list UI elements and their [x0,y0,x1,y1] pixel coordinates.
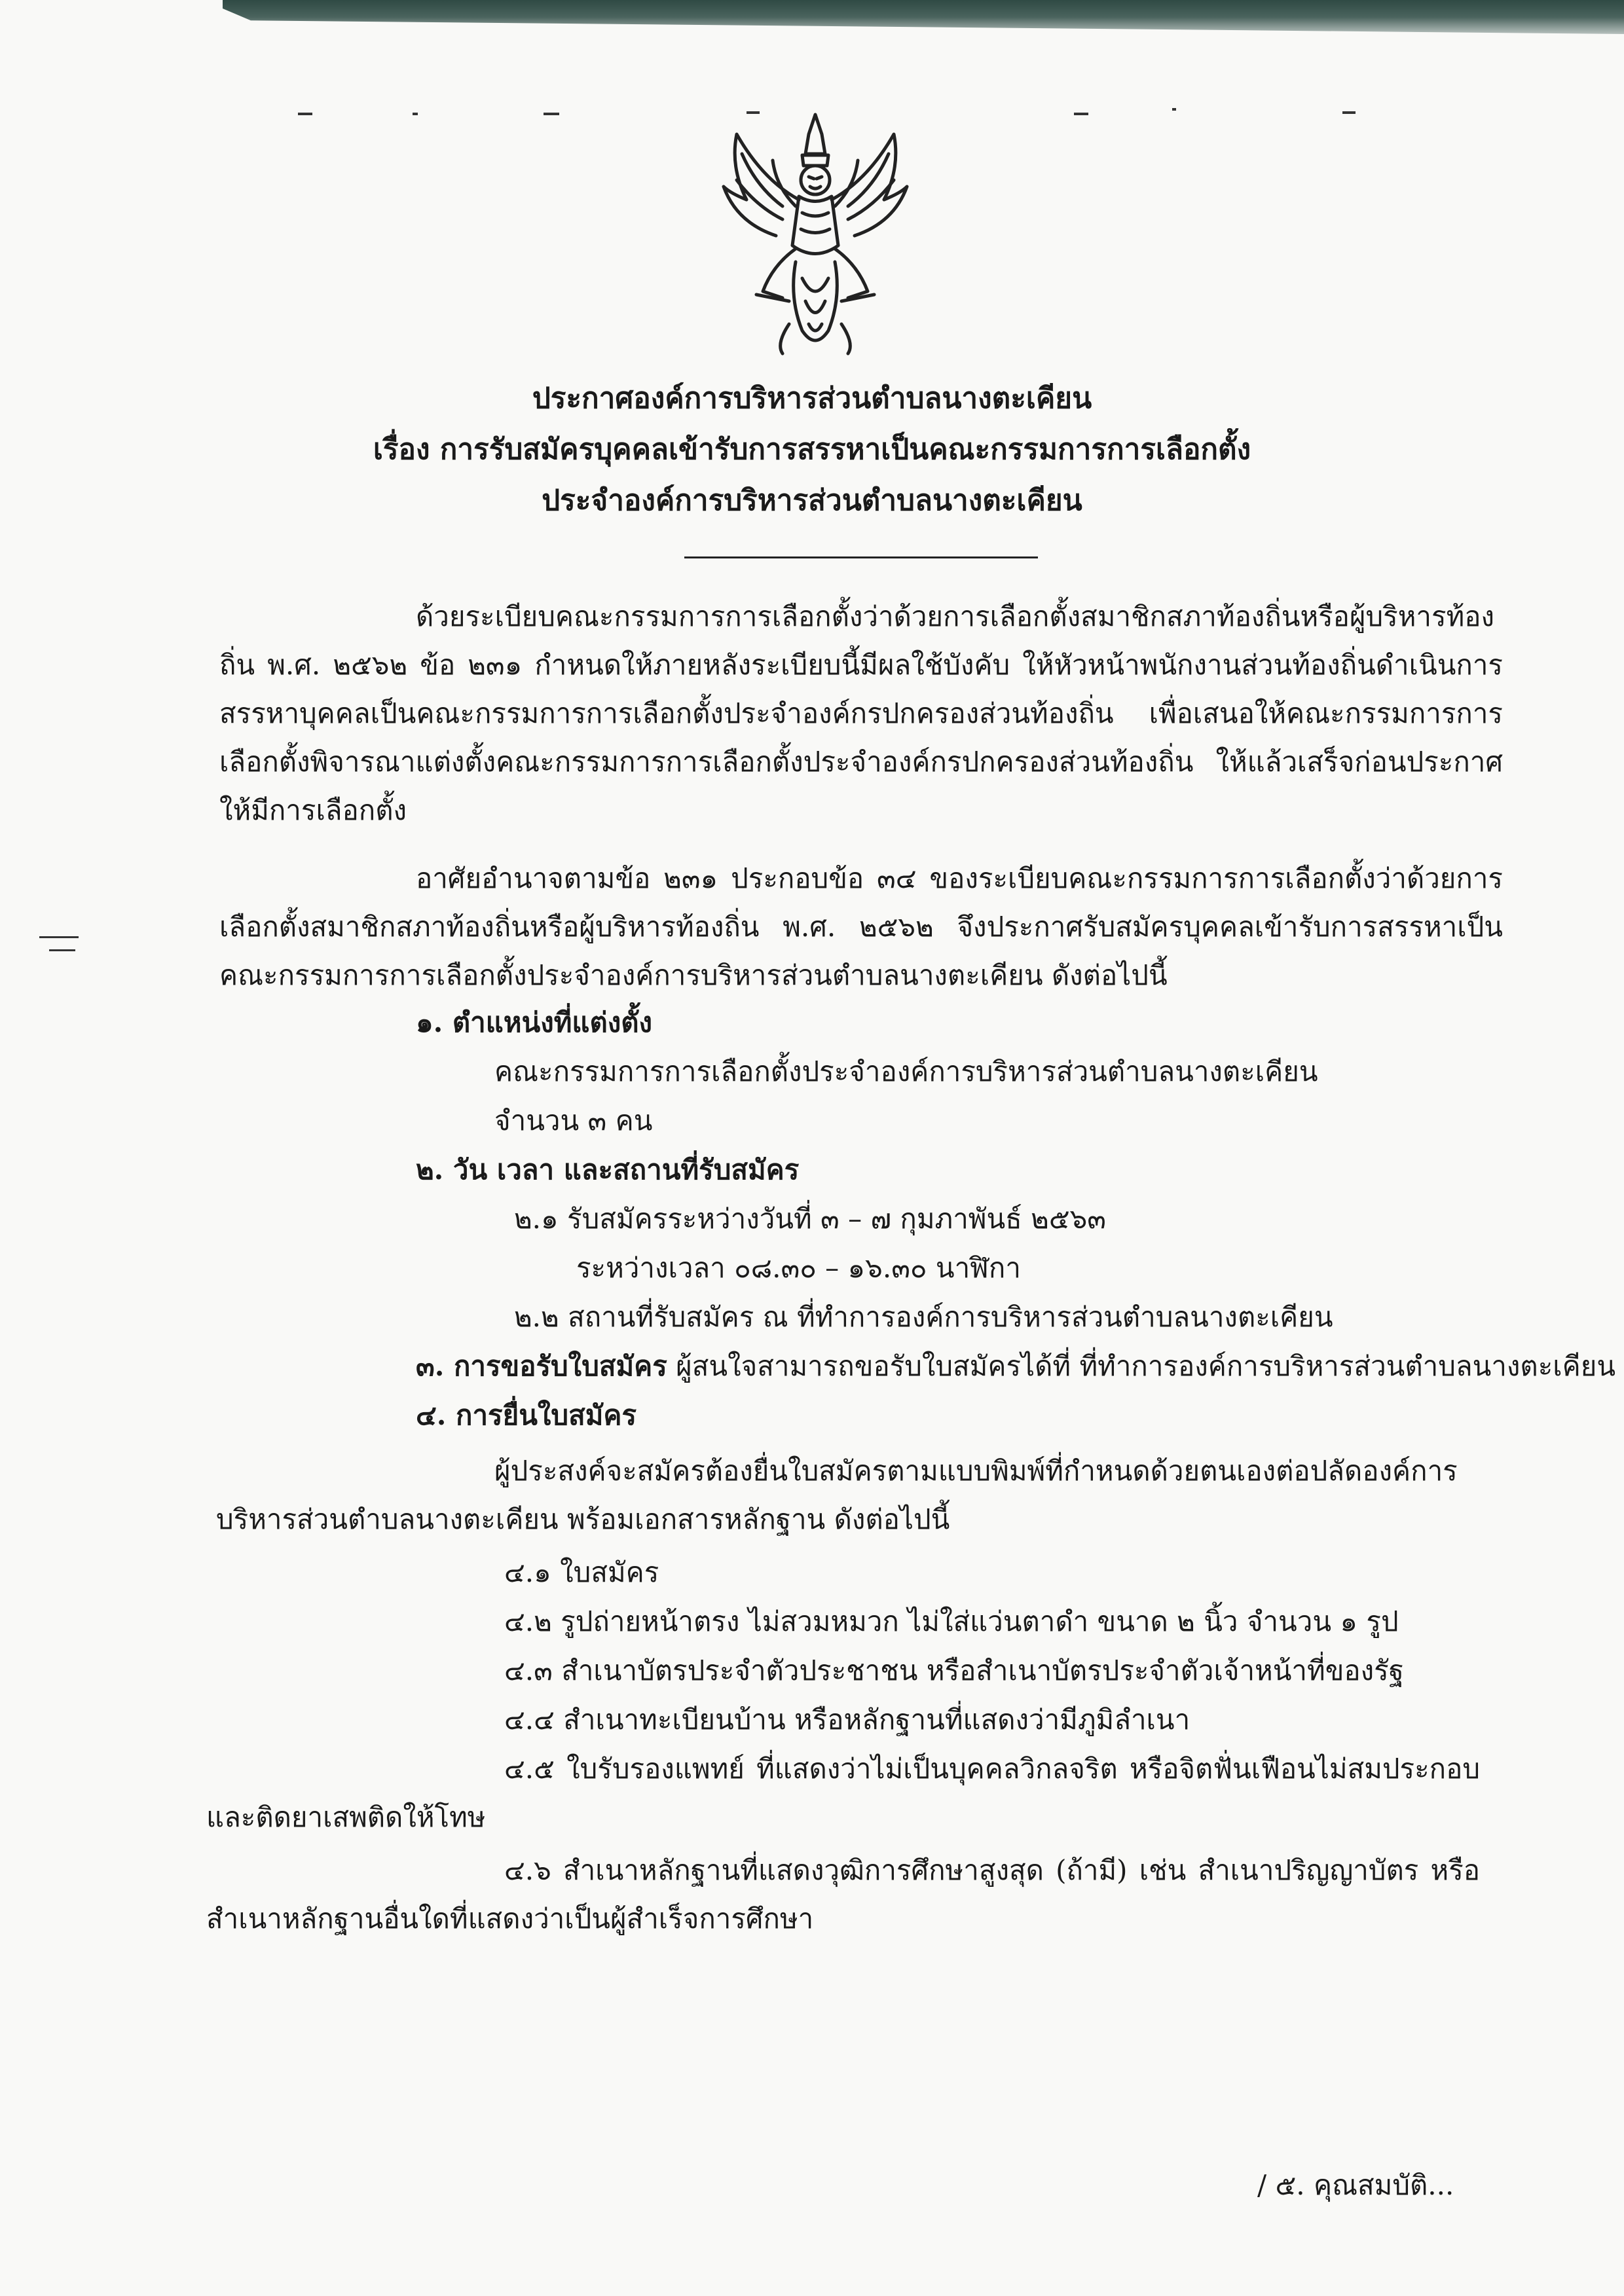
section-2-item-1: ๒.๑ รับสมัครระหว่างวันที่ ๓ – ๗ กุมภาพันธ์ ๒๕๖๓ [514,1203,1107,1235]
intro-paragraph-2 [219,854,1503,1000]
intro-paragraph-1-text: ด้วยระเบียบคณะกรรมการการเลือกตั้งว่าด้วยการเลือกตั้งสมาชิกสภาท้องถิ่นหรือผู้บริหารท้องถิ่น พ.ศ. ๒๕๖๒ ข้อ ๒๓๑ กำหนดให้ภายหลังระเบียบนี้มีผลใช้บังคับ ให้หัวหน้าพนักงานส่วนท้องถิ่นดำเนินการสรรหาบุคคลเป็นคณะกรรมการการเลือกตั้งประจำองค์กรปกครองส่วนท้องถิ่น เพื่อเสนอให้คณะกรรมการการเลือกตั้งพิจารณาแต่งตั้งคณะกรรมการการเลือกตั้งประจำองค์กรปกครองส่วนท้องถิ่น ให้แล้วเสร็จก่อนประกาศให้มีการเลือกตั้ง [219,600,1503,826]
intro-paragraph-1 [219,592,1503,835]
section-4-title: ๔. การยื่นใบสมัคร [416,1399,637,1431]
section-3 [416,1342,1615,1391]
section-4-item-6 [206,1846,1480,1943]
section-3-title: ๓. การขอรับใบสมัคร [416,1350,667,1382]
section-1-title: ๑. ตำแหน่งที่แต่งตั้ง [416,1006,653,1038]
header-line-2: เรื่อง การรับสมัครบุคคลเข้ารับการสรรหาเป็นคณะกรรมการการเลือกตั้ง [373,433,1251,466]
section-3-text: ผู้สนใจสามารถขอรับใบสมัครได้ที่ ที่ทำการองค์การบริหารส่วนตำบลนางตะเคียน [667,1350,1616,1382]
header-line-1: ประกาศองค์การบริหารส่วนตำบลนางตะเคียน [532,382,1092,415]
section-2-item-1-time: ระหว่างเวลา ๐๘.๓๐ – ๑๖.๓๐ นาฬิกา [576,1252,1021,1284]
header-line-3: ประจำองค์การบริหารส่วนตำบลนางตะเคียน [542,484,1082,517]
section-1-line-2: จำนวน ๓ คน [494,1104,653,1137]
intro-paragraph-2-text: อาศัยอำนาจตามข้อ ๒๓๑ ประกอบข้อ ๓๔ ของระเบียบคณะกรรมการการเลือกตั้งว่าด้วยการเลือกตั้งสมาชิกสภาท้องถิ่นหรือผู้บริหารท้องถิ่น พ.ศ. ๒๕๖๒ จึงประกาศรับสมัครบุคคลเข้ารับการสรรหาเป็นคณะกรรมการการเลือกตั้งประจำองค์การบริหารส่วนตำบลนางตะเคียน ดังต่อไปนี้ [219,862,1503,991]
section-4-item-3: ๔.๓ สำเนาบัตรประจำตัวประชาชน หรือสำเนาบัตรประจำตัวเจ้าหน้าที่ของรัฐ [504,1654,1404,1686]
section-4-item-6-text: ๔.๖ สำเนาหลักฐานที่แสดงวุฒิการศึกษาสูงสุด (ถ้ามี) เช่น สำเนาปริญญาบัตร หรือสำเนาหลักฐานอื่นใดที่แสดงว่าเป็นผู้สำเร็จการศึกษา [206,1854,1480,1935]
section-4-intro-text: ผู้ประสงค์จะสมัครต้องยื่นใบสมัครตามแบบพิมพ์ที่กำหนดด้วยตนเองต่อปลัดองค์การบริหารส่วนตำบลนางตะเคียน พร้อมเอกสารหลักฐาน ดังต่อไปนี้ [216,1455,1458,1535]
section-1-line-1: คณะกรรมการการเลือกตั้งประจำองค์การบริหารส่วนตำบลนางตะเคียน [494,1055,1318,1087]
section-2-title: ๒. วัน เวลา และสถานที่รับสมัคร [416,1154,800,1186]
section-4-item-5-text: ๔.๕ ใบรับรองแพทย์ ที่แสดงว่าไม่เป็นบุคคลวิกลจริต หรือจิตฟั่นเฟือนไม่สมประกอบและติดยาเสพติดให้โทษ [206,1753,1480,1833]
section-4-item-4: ๔.๔ สำเนาทะเบียนบ้าน หรือหลักฐานที่แสดงว่ามีภูมิลำเนา [504,1704,1190,1736]
section-2-item-2: ๒.๒ สถานที่รับสมัคร ณ ที่ทำการองค์การบริหารส่วนตำบลนางตะเคียน [514,1301,1333,1333]
continuation-note: / ๕. คุณสมบัติ... [1257,2169,1454,2201]
section-4-item-1: ๔.๑ ใบสมัคร [504,1556,659,1588]
section-4-intro [216,1447,1480,1544]
section-4-item-5 [206,1745,1480,1842]
section-4-item-2: ๔.๒ รูปถ่ายหน้าตรง ไม่สวมหมวก ไม่ใส่แว่นตาดำ ขนาด ๒ นิ้ว จำนวน ๑ รูป [504,1605,1399,1637]
